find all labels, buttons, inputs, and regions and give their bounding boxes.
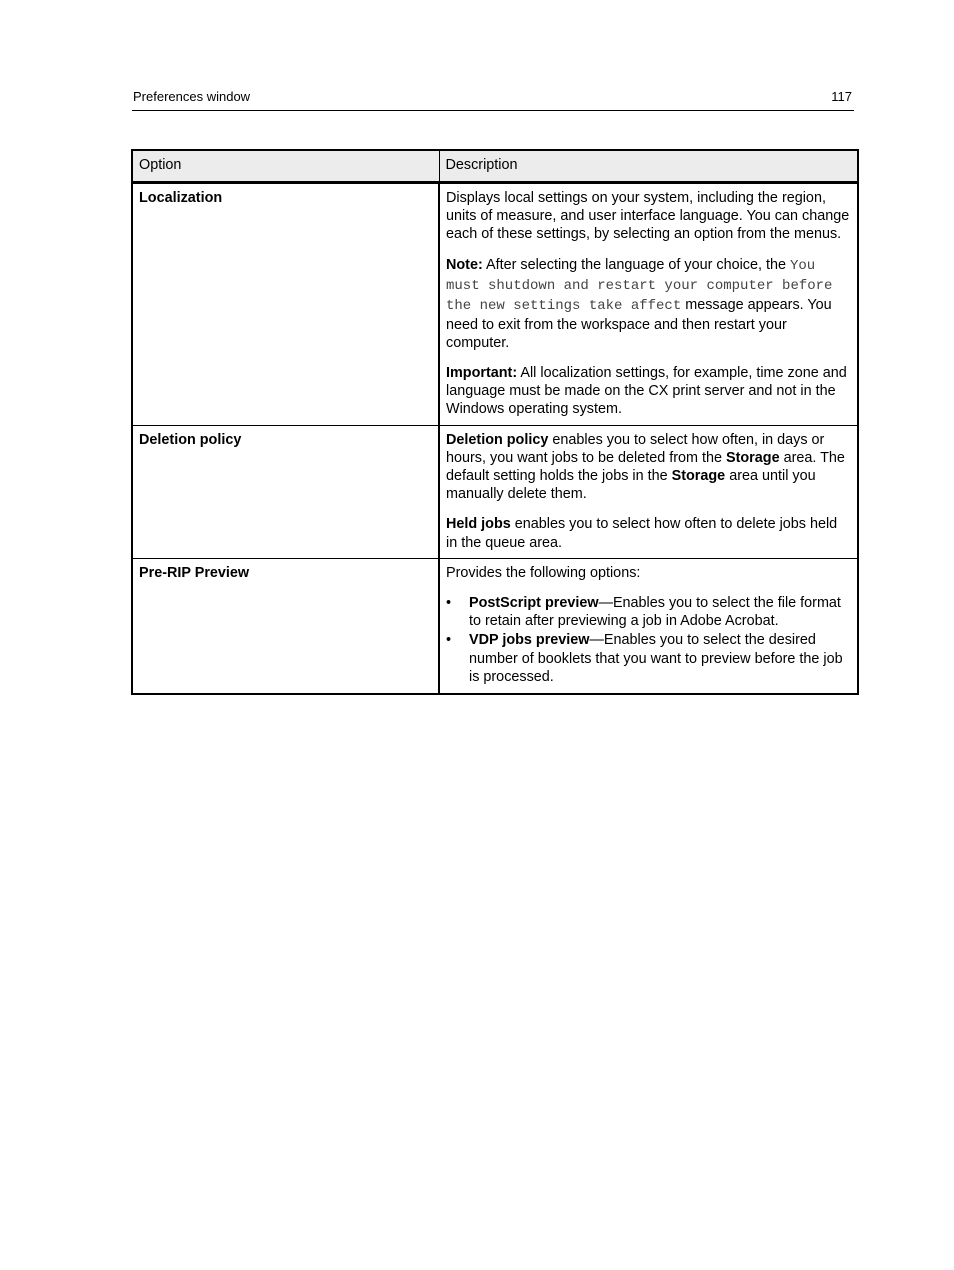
note-text: After selecting the language of your choice, the (486, 256, 786, 273)
note-tail-text: message appears. You need to exit from the workspace and then restart your computer. (446, 296, 832, 351)
description-text: enables you to select how often, in days or hours, you want jobs to be deleted from the (446, 431, 825, 466)
description-text: area until you manually delete them. (446, 468, 816, 503)
term-storage: Storage (671, 468, 726, 485)
list-item-text: —Enables you to select the desired number of booklets that you want to preview before the job is processed. (469, 632, 843, 685)
page-header (132, 88, 854, 111)
important-text: All localization settings, for example, time zone and language must be made on the CX print server and not in the Windows operating system. (446, 365, 847, 418)
term-held-jobs: Held jobs (446, 516, 511, 533)
term-storage: Storage (726, 449, 780, 466)
option-name: Deletion policy (139, 431, 242, 448)
note-code-message: You must shutdown and restart your computer before the new settings take affect (446, 257, 833, 314)
options-list (446, 594, 851, 686)
term-vdp-jobs-preview: VDP jobs preview (469, 632, 590, 649)
term-deletion-policy: Deletion policy (446, 431, 549, 448)
description-text: Provides the following options: (446, 564, 641, 581)
description-text: area. The default setting holds the jobs in the (446, 449, 845, 485)
page-number: 117 (831, 89, 852, 104)
description-paragraph (446, 564, 851, 582)
description-text: enables you to select how often to delete jobs held in the queue area. (446, 516, 838, 551)
table-header-row (132, 150, 858, 183)
description-text: Displays local settings on your system, including the region, units of measure, and user interface language. You can change each of these settings, by selecting an option from the menus. (446, 190, 850, 243)
option-cell (132, 425, 439, 558)
description-paragraph (446, 515, 851, 551)
description-cell (439, 425, 858, 558)
note-paragraph (446, 256, 851, 352)
important-label: Important: (446, 365, 518, 382)
option-cell (132, 558, 439, 694)
column-header-description: Description (439, 150, 858, 183)
option-cell (132, 183, 439, 426)
bullet-icon: • (446, 632, 452, 649)
options-table (131, 149, 859, 695)
list-item (446, 631, 851, 686)
description-cell (439, 183, 858, 426)
table-row (132, 558, 858, 694)
table-row (132, 425, 858, 558)
option-name: Localization (139, 190, 223, 206)
running-header-title: Preferences window (133, 89, 251, 104)
description-paragraph (446, 189, 851, 244)
list-item (446, 594, 851, 630)
list-item-text: —Enables you to select the file format to retain after previewing a job in Adobe Acrobat. (469, 595, 841, 630)
table-row (132, 183, 858, 426)
term-postscript-preview: PostScript preview (469, 595, 599, 612)
option-name: Pre-RIP Preview (139, 564, 250, 581)
description-cell (439, 558, 858, 694)
note-label: Note: (446, 256, 483, 273)
bullet-icon: • (446, 595, 452, 612)
description-paragraph (446, 431, 851, 504)
column-header-option: Option (132, 150, 439, 183)
important-paragraph (446, 364, 851, 419)
